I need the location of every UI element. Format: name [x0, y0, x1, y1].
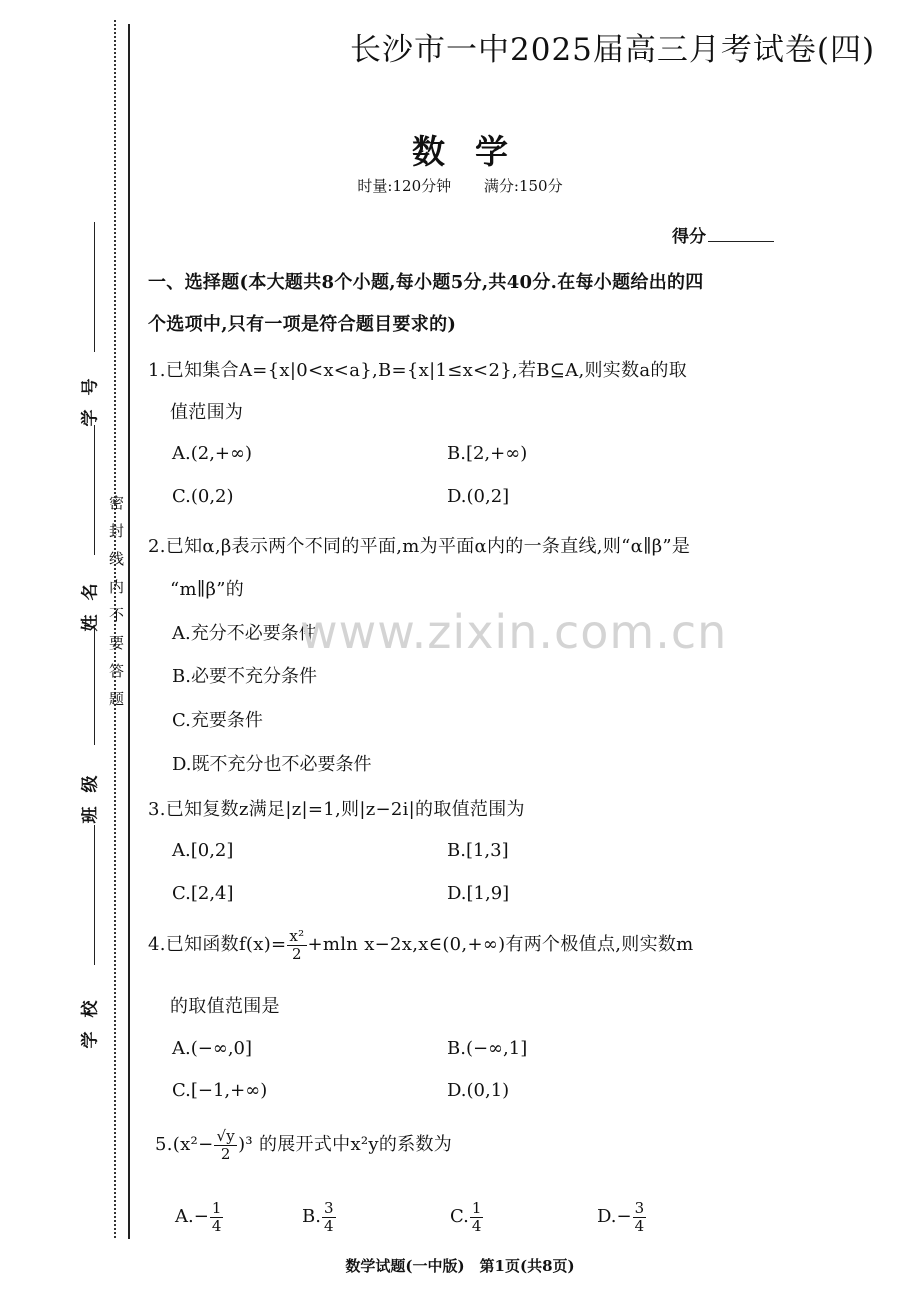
- q5-option-b-num: 3: [323, 1199, 334, 1217]
- q2-option-d: D.既不充分也不必要条件: [172, 754, 372, 775]
- field-school-label: 学校: [80, 986, 101, 1048]
- q5-option-a-letter: A.−: [175, 1206, 209, 1227]
- field-name-label: 姓名: [80, 569, 101, 631]
- q5-fraction-denominator: 2: [220, 1144, 231, 1163]
- q2-stem-line2: “m∥β”的: [170, 579, 244, 600]
- q4-fraction-numerator: x²: [289, 927, 305, 945]
- seal-note: 密封线内不要答题: [107, 495, 125, 719]
- q4-option-b: B.(−∞,1]: [447, 1038, 528, 1059]
- q3-option-c: C.[2,4]: [172, 883, 234, 904]
- q5-option-c-den: 4: [471, 1216, 482, 1235]
- q5-option-a-num: 1: [211, 1199, 222, 1217]
- section-title-line2: 个选项中,只有一项是符合题目要求的): [148, 314, 457, 335]
- q5-stem: [155, 1128, 452, 1162]
- q1-stem-line2: 值范围为: [170, 402, 244, 423]
- field-name-line: [94, 425, 95, 555]
- full-marks: 满分:150分: [483, 177, 563, 195]
- q5-option-d-den: 4: [634, 1216, 645, 1235]
- q2-option-c: C.充要条件: [172, 710, 263, 731]
- q5-stem-suffix: )³ 的展开式中x²y的系数为: [238, 1134, 453, 1155]
- q5-option-c-letter: C.: [450, 1206, 469, 1227]
- q4-fraction: [287, 928, 306, 962]
- q2-option-b: B.必要不充分条件: [172, 666, 317, 687]
- q5-option-a: [175, 1200, 224, 1234]
- q1-option-a: A.(2,+∞): [172, 443, 253, 464]
- q1-stem-line1: 1.已知集合A={x|0<x<a},B={x|1≤x<2},若B⊆A,则实数a的取: [148, 360, 688, 381]
- q5-option-d-num: 3: [634, 1199, 645, 1217]
- q4-option-c: C.[−1,+∞): [172, 1080, 268, 1101]
- q5-fraction: [214, 1128, 237, 1162]
- q5-option-c: [450, 1200, 484, 1234]
- q5-stem-prefix: 5.(x²−: [155, 1134, 214, 1155]
- score-blank: [708, 225, 774, 242]
- q5-option-b: [302, 1200, 337, 1234]
- q5-option-d-letter: D.−: [597, 1206, 632, 1227]
- field-class-line: [94, 625, 95, 745]
- q1-option-d: D.(0,2]: [447, 486, 510, 507]
- q3-option-b: B.[1,3]: [447, 840, 509, 861]
- q3-option-a: A.[0,2]: [172, 840, 234, 861]
- section-title-line1: 一、选择题(本大题共8个小题,每小题5分,共40分.在每小题给出的四: [148, 272, 704, 293]
- q5-fraction-numerator: √y: [216, 1127, 236, 1145]
- subject-title: 数学: [412, 132, 538, 171]
- q4-stem-prefix: 4.已知函数f(x)=: [148, 934, 287, 955]
- field-class-label: 班级: [80, 761, 101, 823]
- q4-stem-suffix: +mln x−2x,x∈(0,+∞)有两个极值点,则实数m: [307, 934, 694, 955]
- q5-option-d: [597, 1200, 647, 1234]
- q4-option-d: D.(0,1): [447, 1080, 510, 1101]
- exam-meta: [0, 175, 920, 196]
- q5-option-c-num: 1: [471, 1199, 482, 1217]
- q1-option-c: C.(0,2): [172, 486, 234, 507]
- q5-option-b-letter: B.: [302, 1206, 321, 1227]
- q4-fraction-denominator: 2: [292, 944, 302, 963]
- q4-stem-line2: 的取值范围是: [170, 996, 280, 1017]
- q4-option-a: A.(−∞,0]: [172, 1038, 253, 1059]
- q5-option-a-den: 4: [211, 1216, 222, 1235]
- q2-option-a: A.充分不必要条件: [172, 623, 317, 644]
- q2-stem-line1: 2.已知α,β表示两个不同的平面,m为平面α内的一条直线,则“α∥β”是: [148, 536, 691, 557]
- q1-option-b: B.[2,+∞): [447, 443, 528, 464]
- watermark: www.zixin.com.cn: [300, 605, 728, 659]
- time-limit: 时量:120分钟: [357, 177, 452, 195]
- q4-stem-line1: [148, 928, 694, 962]
- score-label: 得分: [672, 227, 706, 247]
- page-footer: 数学试题(一中版) 第1页(共8页): [345, 1257, 575, 1275]
- exam-title: 长沙市一中2025届高三月考试卷(四): [350, 32, 876, 68]
- q3-option-d: D.[1,9]: [447, 883, 510, 904]
- field-student-id-label: 学号: [80, 364, 101, 426]
- field-student-id-line: [94, 222, 95, 352]
- q5-option-b-den: 4: [323, 1216, 334, 1235]
- field-school-line: [94, 825, 95, 965]
- score-field: [672, 222, 774, 247]
- q3-stem: 3.已知复数z满足|z|=1,则|z−2i|的取值范围为: [148, 799, 525, 820]
